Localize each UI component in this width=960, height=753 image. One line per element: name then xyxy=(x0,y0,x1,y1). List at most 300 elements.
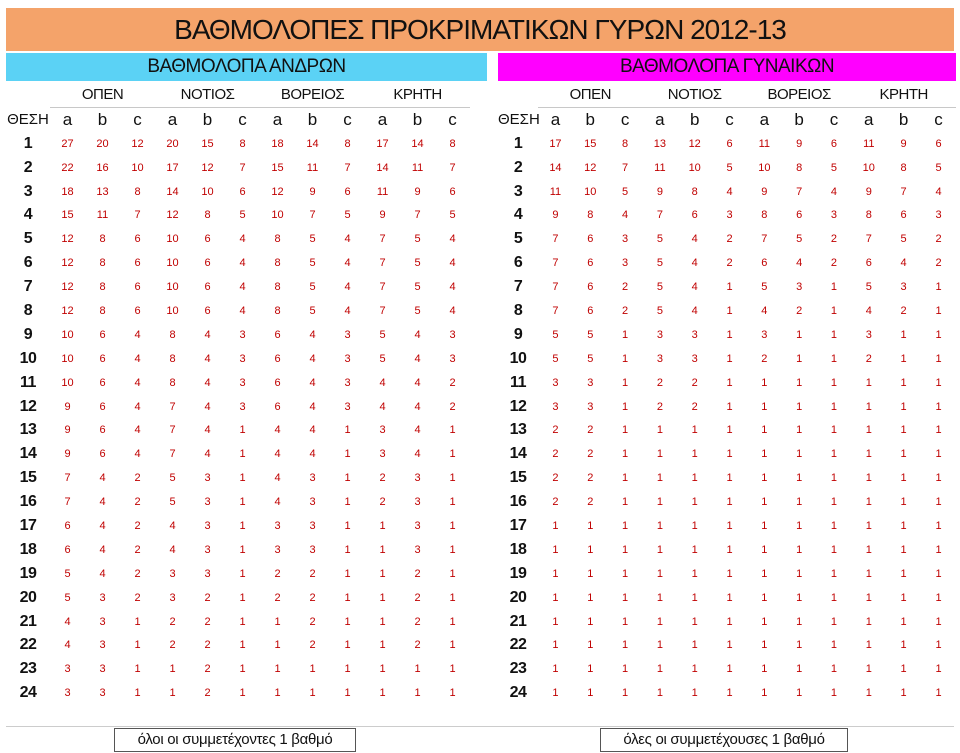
score-cell: 1 xyxy=(656,519,663,532)
score-cell: 4 xyxy=(99,567,106,580)
score-cell: 8 xyxy=(691,185,698,198)
score-cell: 1 xyxy=(761,424,768,437)
score-cell: 1 xyxy=(900,543,907,556)
subcolumn-label: a xyxy=(759,109,770,129)
score-cell: 1 xyxy=(414,687,421,700)
score-cell: 4 xyxy=(204,448,211,461)
score-cell: 1 xyxy=(344,496,351,509)
score-cell: 1 xyxy=(726,448,733,461)
score-cell: 1 xyxy=(796,472,803,485)
score-cell: 4 xyxy=(169,519,176,532)
score-cell: 1 xyxy=(761,472,768,485)
score-cell: 2 xyxy=(587,472,594,485)
score-cell: 1 xyxy=(900,591,907,604)
score-cell: 3 xyxy=(344,328,351,341)
score-cell: 10 xyxy=(61,352,74,365)
score-cell: 7 xyxy=(622,161,629,174)
score-cell: 3 xyxy=(64,663,71,676)
subcolumn-label: a xyxy=(655,109,665,129)
score-cell: 1 xyxy=(796,687,803,700)
score-cell: 10 xyxy=(61,328,74,341)
blank-cell xyxy=(6,83,50,107)
position-cell: 4 xyxy=(513,206,523,224)
score-cell: 2 xyxy=(169,639,176,652)
score-cell: 11 xyxy=(96,209,109,222)
score-cell: 1 xyxy=(449,687,456,700)
score-cell: 3 xyxy=(204,472,211,485)
position-cell: 20 xyxy=(19,588,37,606)
score-cell: 1 xyxy=(761,639,768,652)
score-cell: 1 xyxy=(622,472,629,485)
score-cell: 4 xyxy=(344,304,351,317)
score-cell: 1 xyxy=(726,639,733,652)
score-cell: 4 xyxy=(449,281,456,294)
score-cell: 6 xyxy=(691,209,698,222)
score-cell: 8 xyxy=(587,209,594,222)
position-header: ΘΕΣΗ xyxy=(498,111,540,129)
score-cell: 1 xyxy=(622,448,629,461)
score-cell: 8 xyxy=(274,281,281,294)
score-cell: 1 xyxy=(830,591,838,604)
table-row xyxy=(6,514,470,538)
score-cell: 6 xyxy=(204,233,211,246)
score-cell: 1 xyxy=(900,424,907,437)
score-cell: 2 xyxy=(552,424,559,437)
score-cell: 1 xyxy=(830,496,838,509)
score-cell: 9 xyxy=(552,209,559,222)
score-cell: 1 xyxy=(622,352,629,365)
position-cell: 18 xyxy=(19,540,37,558)
score-cell: 10 xyxy=(61,376,74,389)
score-cell: 8 xyxy=(99,304,106,317)
score-cell: 3 xyxy=(552,376,559,389)
score-cell: 6 xyxy=(900,209,907,222)
score-cell: 7 xyxy=(656,209,663,222)
position-cell: 16 xyxy=(19,493,37,511)
score-cell: 4 xyxy=(414,352,421,365)
score-cell: 1 xyxy=(691,472,698,485)
table-row xyxy=(498,633,956,657)
score-cell: 5 xyxy=(656,304,663,317)
score-cell: 1 xyxy=(796,639,803,652)
score-cell: 3 xyxy=(309,472,316,485)
score-cell: 4 xyxy=(64,615,71,628)
subcolumn-label: c xyxy=(133,109,142,129)
score-cell: 1 xyxy=(830,615,838,628)
subcolumn-label: b xyxy=(307,109,318,129)
score-cell: 2 xyxy=(414,639,421,652)
region-label: ΚΡΗΤΗ xyxy=(851,83,956,107)
score-cell: 3 xyxy=(414,519,421,532)
score-cell: 1 xyxy=(344,591,351,604)
score-cell: 1 xyxy=(830,304,838,317)
score-cell: 1 xyxy=(622,543,629,556)
score-cell: 1 xyxy=(865,472,872,485)
position-cell: 17 xyxy=(19,516,37,534)
score-cell: 1 xyxy=(449,591,456,604)
score-cell: 1 xyxy=(796,519,803,532)
score-cell: 3 xyxy=(99,591,106,604)
score-cell: 6 xyxy=(761,257,768,270)
score-cell: 4 xyxy=(99,496,106,509)
score-cell: 4 xyxy=(344,233,351,246)
score-cell: 13 xyxy=(96,185,109,198)
score-cell: 13 xyxy=(653,137,666,150)
score-cell: 2 xyxy=(134,543,141,556)
score-cell: 3 xyxy=(379,424,386,437)
score-cell: 8 xyxy=(796,161,803,174)
score-cell: 2 xyxy=(414,567,421,580)
score-cell: 1 xyxy=(691,448,698,461)
score-cell: 9 xyxy=(761,185,768,198)
score-cell: 2 xyxy=(622,281,629,294)
score-cell: 1 xyxy=(449,543,456,556)
score-cell: 1 xyxy=(830,567,838,580)
score-cell: 5 xyxy=(587,352,594,365)
score-cell: 9 xyxy=(656,185,663,198)
table-row xyxy=(6,418,470,442)
score-cell: 1 xyxy=(865,400,872,413)
score-cell: 2 xyxy=(204,687,211,700)
table-row xyxy=(498,347,956,371)
score-cell: 2 xyxy=(761,352,768,365)
score-cell: 4 xyxy=(239,304,246,317)
score-cell: 1 xyxy=(900,328,907,341)
position-cell: 6 xyxy=(23,254,33,272)
subcolumn-header-row xyxy=(498,107,956,131)
score-cell: 1 xyxy=(552,615,559,628)
score-cell: 5 xyxy=(726,161,733,174)
score-cell: 4 xyxy=(64,639,71,652)
score-cell: 2 xyxy=(134,496,141,509)
score-cell: 1 xyxy=(726,543,733,556)
score-cell: 1 xyxy=(761,687,768,700)
score-cell: 1 xyxy=(656,639,663,652)
score-cell: 1 xyxy=(656,615,663,628)
score-cell: 3 xyxy=(449,352,456,365)
score-cell: 4 xyxy=(274,472,281,485)
score-cell: 10 xyxy=(758,161,771,174)
score-cell: 1 xyxy=(761,663,768,676)
score-cell: 1 xyxy=(587,639,594,652)
table-row xyxy=(6,610,470,634)
score-cell: 1 xyxy=(830,543,838,556)
women-score-table xyxy=(498,83,956,705)
score-cell: 2 xyxy=(796,304,803,317)
score-cell: 9 xyxy=(414,185,421,198)
score-cell: 16 xyxy=(96,161,109,174)
score-cell: 4 xyxy=(761,304,768,317)
score-cell: 18 xyxy=(271,137,284,150)
subcolumn-label: b xyxy=(689,109,700,129)
score-cell: 1 xyxy=(587,543,594,556)
position-cell: 2 xyxy=(513,158,523,176)
score-cell: 1 xyxy=(935,663,942,676)
score-cell: 2 xyxy=(935,257,942,270)
score-cell: 8 xyxy=(134,185,141,198)
score-cell: 1 xyxy=(379,663,386,676)
score-cell: 6 xyxy=(134,257,141,270)
table-row xyxy=(498,657,956,681)
score-cell: 10 xyxy=(201,185,214,198)
score-cell: 2 xyxy=(309,615,316,628)
score-cell: 6 xyxy=(344,185,351,198)
subcolumn-label: c xyxy=(725,109,734,129)
score-cell: 1 xyxy=(344,472,351,485)
score-cell: 1 xyxy=(726,663,733,676)
score-cell: 2 xyxy=(169,615,176,628)
region-label: ΒΟΡΕΙΟΣ xyxy=(260,83,365,107)
table-row xyxy=(6,203,470,227)
score-cell: 17 xyxy=(549,137,562,150)
score-cell: 3 xyxy=(309,519,316,532)
score-cell: 4 xyxy=(239,257,246,270)
score-cell: 12 xyxy=(584,161,597,174)
score-cell: 20 xyxy=(166,137,179,150)
score-cell: 1 xyxy=(900,472,907,485)
score-cell: 6 xyxy=(99,352,106,365)
subcolumn-label: a xyxy=(272,109,283,129)
position-cell: 13 xyxy=(509,421,527,439)
score-cell: 1 xyxy=(796,615,803,628)
score-cell: 5 xyxy=(552,352,559,365)
score-cell: 1 xyxy=(344,567,351,580)
score-cell: 3 xyxy=(169,591,176,604)
score-cell: 1 xyxy=(900,615,907,628)
score-cell: 1 xyxy=(379,519,386,532)
score-cell: 1 xyxy=(656,424,663,437)
score-cell: 4 xyxy=(344,281,351,294)
score-cell: 1 xyxy=(865,615,872,628)
score-cell: 3 xyxy=(414,472,421,485)
score-cell: 7 xyxy=(64,472,71,485)
table-row xyxy=(6,371,470,395)
score-cell: 1 xyxy=(344,687,351,700)
score-cell: 4 xyxy=(379,400,386,413)
score-cell: 1 xyxy=(726,304,733,317)
score-cell: 6 xyxy=(99,424,106,437)
score-cell: 5 xyxy=(379,352,386,365)
position-cell: 4 xyxy=(23,206,33,224)
subcolumn-header-row xyxy=(6,107,470,131)
position-cell: 13 xyxy=(19,421,37,439)
position-cell: 1 xyxy=(513,134,523,152)
score-cell: 4 xyxy=(691,281,698,294)
score-cell: 5 xyxy=(309,281,316,294)
score-cell: 3 xyxy=(344,376,351,389)
score-cell: 9 xyxy=(796,137,803,150)
score-cell: 8 xyxy=(99,257,106,270)
subcolumn-label: b xyxy=(202,109,213,129)
score-cell: 1 xyxy=(796,400,803,413)
score-cell: 5 xyxy=(656,233,663,246)
table-row xyxy=(6,323,470,347)
score-cell: 11 xyxy=(758,137,771,150)
score-cell: 3 xyxy=(239,376,246,389)
women-footer-note: όλες οι συμμετέχουσες 1 βαθμό xyxy=(600,728,848,752)
score-cell: 6 xyxy=(274,328,281,341)
score-cell: 2 xyxy=(552,496,559,509)
score-cell: 1 xyxy=(379,567,386,580)
score-cell: 1 xyxy=(691,639,698,652)
table-row xyxy=(498,203,956,227)
score-cell: 4 xyxy=(134,328,141,341)
score-cell: 1 xyxy=(379,591,386,604)
score-cell: 1 xyxy=(726,615,733,628)
score-cell: 2 xyxy=(691,400,698,413)
score-cell: 1 xyxy=(344,639,351,652)
position-cell: 7 xyxy=(513,278,523,296)
score-cell: 15 xyxy=(61,209,74,222)
score-cell: 11 xyxy=(411,161,424,174)
score-cell: 1 xyxy=(935,543,942,556)
score-cell: 1 xyxy=(900,496,907,509)
score-cell: 1 xyxy=(622,591,629,604)
score-cell: 2 xyxy=(552,448,559,461)
score-cell: 4 xyxy=(414,376,421,389)
score-cell: 1 xyxy=(761,591,768,604)
score-cell: 5 xyxy=(552,328,559,341)
score-cell: 10 xyxy=(584,185,597,198)
position-cell: 18 xyxy=(509,540,527,558)
score-cell: 6 xyxy=(274,400,281,413)
score-cell: 4 xyxy=(309,376,316,389)
score-cell: 1 xyxy=(552,687,559,700)
score-cell: 14 xyxy=(411,137,424,150)
score-cell: 4 xyxy=(274,496,281,509)
score-cell: 2 xyxy=(726,233,733,246)
position-cell: 22 xyxy=(19,636,37,654)
score-cell: 2 xyxy=(134,591,141,604)
score-cell: 3 xyxy=(656,328,663,341)
score-cell: 8 xyxy=(761,209,768,222)
subcolumn-label: c xyxy=(343,109,352,129)
score-cell: 5 xyxy=(169,472,176,485)
table-row xyxy=(6,180,470,204)
score-cell: 6 xyxy=(99,400,106,413)
score-cell: 2 xyxy=(587,448,594,461)
score-cell: 1 xyxy=(414,663,421,676)
score-cell: 1 xyxy=(761,448,768,461)
score-cell: 1 xyxy=(726,567,733,580)
score-cell: 8 xyxy=(169,376,176,389)
table-row xyxy=(6,395,470,419)
score-cell: 3 xyxy=(691,328,698,341)
score-cell: 1 xyxy=(796,591,803,604)
score-cell: 1 xyxy=(935,615,942,628)
table-row xyxy=(6,275,470,299)
score-cell: 4 xyxy=(134,376,141,389)
score-cell: 10 xyxy=(166,257,179,270)
position-cell: 24 xyxy=(19,684,37,702)
score-cell: 5 xyxy=(344,209,351,222)
score-cell: 7 xyxy=(344,161,351,174)
score-cell: 1 xyxy=(726,352,733,365)
score-cell: 2 xyxy=(656,400,663,413)
score-cell: 2 xyxy=(309,639,316,652)
table-row xyxy=(6,466,470,490)
score-cell: 1 xyxy=(587,519,594,532)
score-cell: 9 xyxy=(379,209,386,222)
subcolumn-label: b xyxy=(97,109,108,129)
table-row xyxy=(6,490,470,514)
score-cell: 4 xyxy=(204,376,211,389)
score-cell: 1 xyxy=(796,448,803,461)
score-cell: 2 xyxy=(449,376,456,389)
score-cell: 8 xyxy=(274,304,281,317)
score-cell: 2 xyxy=(134,472,141,485)
score-cell: 2 xyxy=(622,304,629,317)
table-row xyxy=(498,538,956,562)
score-cell: 1 xyxy=(587,663,594,676)
score-cell: 1 xyxy=(449,519,456,532)
score-cell: 7 xyxy=(449,161,456,174)
score-cell: 4 xyxy=(796,257,803,270)
table-row xyxy=(498,395,956,419)
score-cell: 4 xyxy=(865,304,872,317)
score-cell: 10 xyxy=(166,233,179,246)
score-cell: 1 xyxy=(865,496,872,509)
score-cell: 3 xyxy=(274,519,281,532)
score-cell: 2 xyxy=(830,257,838,270)
position-cell: 20 xyxy=(509,588,527,606)
score-cell: 1 xyxy=(169,663,176,676)
score-cell: 8 xyxy=(99,281,106,294)
score-cell: 1 xyxy=(865,639,872,652)
score-cell: 6 xyxy=(204,304,211,317)
position-cell: 8 xyxy=(23,301,33,319)
score-cell: 7 xyxy=(552,281,559,294)
score-cell: 1 xyxy=(622,400,629,413)
score-cell: 1 xyxy=(726,496,733,509)
score-cell: 3 xyxy=(99,615,106,628)
score-cell: 7 xyxy=(379,304,386,317)
score-cell: 2 xyxy=(134,519,141,532)
score-cell: 1 xyxy=(239,687,246,700)
score-cell: 18 xyxy=(61,185,74,198)
score-cell: 3 xyxy=(414,496,421,509)
table-row xyxy=(6,633,470,657)
score-cell: 1 xyxy=(761,400,768,413)
score-cell: 2 xyxy=(726,257,733,270)
score-cell: 7 xyxy=(64,496,71,509)
score-cell: 9 xyxy=(64,424,71,437)
region-header-row xyxy=(498,83,956,107)
position-cell: 5 xyxy=(23,230,33,248)
score-cell: 7 xyxy=(552,233,559,246)
score-cell: 8 xyxy=(865,209,872,222)
score-cell: 12 xyxy=(61,257,74,270)
score-cell: 4 xyxy=(134,400,141,413)
score-cell: 9 xyxy=(64,448,71,461)
score-cell: 1 xyxy=(622,687,629,700)
score-cell: 1 xyxy=(796,567,803,580)
score-cell: 5 xyxy=(379,328,386,341)
score-cell: 1 xyxy=(691,496,698,509)
score-cell: 5 xyxy=(656,281,663,294)
score-cell: 4 xyxy=(204,328,211,341)
score-cell: 17 xyxy=(376,137,389,150)
score-cell: 12 xyxy=(61,281,74,294)
score-cell: 20 xyxy=(96,137,109,150)
score-cell: 1 xyxy=(935,376,942,389)
table-row xyxy=(6,347,470,371)
score-cell: 4 xyxy=(449,304,456,317)
score-cell: 2 xyxy=(309,591,316,604)
score-cell: 6 xyxy=(134,281,141,294)
score-cell: 1 xyxy=(865,448,872,461)
score-cell: 7 xyxy=(379,281,386,294)
